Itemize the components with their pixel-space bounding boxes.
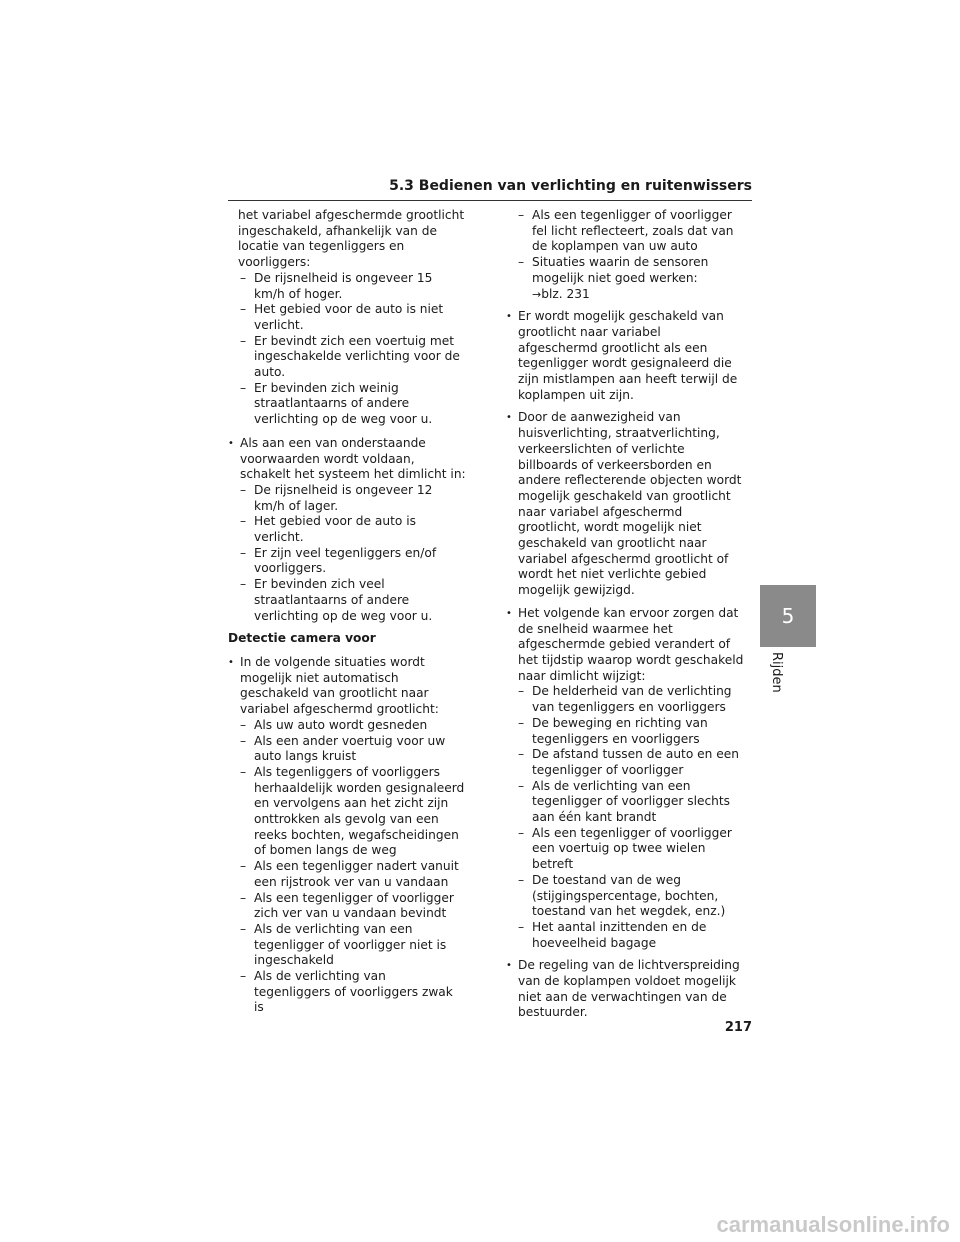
arrow-right-icon: → bbox=[532, 287, 542, 301]
right-column bbox=[506, 208, 744, 1028]
watermark: carmanualsonline.info bbox=[716, 1212, 950, 1237]
list-item: – Het gebied voor de auto is niet verlicht. bbox=[228, 302, 466, 333]
list-item: – Er bevinden zich weinig straatlantaarns of andere verlichting op de weg voor u. bbox=[228, 381, 466, 428]
bullet-lighting: • Door de aanwezigheid van huisverlichting, straatverlichting, verkeerslichten of verlichte billboards of verkeersborden en andere reflecterende objecten wordt mogelijk geschakeld van grootlicht naar variabel afgeschermd grootlicht, wordt mogelijk niet geschakeld van grootlicht naar variabel afgeschermd grootlicht of wordt het niet verlichte gebied mogelijk gewijzigd. bbox=[506, 410, 744, 598]
left-column bbox=[228, 208, 466, 1023]
bullet-no-switch bbox=[228, 655, 466, 1016]
bullet-dimlight bbox=[228, 436, 466, 624]
list-item: – Het gebied voor de auto is verlicht. bbox=[228, 514, 466, 545]
chapter-tab: 5 bbox=[760, 585, 816, 647]
list-item: – Als de verlichting van een tegenligger of voorligger slechts aan één kant brandt bbox=[506, 779, 744, 826]
intro-list bbox=[228, 271, 466, 428]
list-item: – Als een tegenligger of voorligger zich ver van u vandaan bevindt bbox=[228, 891, 466, 922]
list-item: – Als een tegenligger nadert vanuit een rijstrook ver van u vandaan bbox=[228, 859, 466, 890]
list-item: – Als een tegenligger of voorligger fel licht reflecteert, zoals dat van de koplampen van uw auto bbox=[506, 208, 744, 255]
list-item: – Situaties waarin de sensoren mogelijk niet goed werken: bbox=[506, 255, 744, 286]
page-number: 217 bbox=[724, 1020, 752, 1035]
list-item: – Als een ander voertuig voor uw auto langs kruist bbox=[228, 734, 466, 765]
list-item: – De helderheid van de verlichting van tegenliggers en voorliggers bbox=[506, 684, 744, 715]
list-item: – Er bevindt zich een voertuig met ingeschakelde verlichting voor de auto. bbox=[228, 334, 466, 381]
list-item: – Als de verlichting van een tegenligger of voorligger niet is ingeschakeld bbox=[228, 922, 466, 969]
page-reference[interactable] bbox=[506, 287, 744, 303]
list-item: – De toestand van de weg (stijgingspercentage, bochten, toestand van het wegdek, enz.) bbox=[506, 873, 744, 920]
list-item: – Als een tegenligger of voorligger een voertuig op twee wielen betreft bbox=[506, 826, 744, 873]
list-item: – Als de verlichting van tegenliggers of voorliggers zwak is bbox=[228, 969, 466, 1016]
bullet-text: • Het volgende kan ervoor zorgen dat de snelheid waarmee het afgeschermde gebied verandert of het tijdstip waarop wordt geschakeld naar dimlicht wijzigt: bbox=[518, 605, 744, 683]
section-header: 5.3 Bedienen van verlichting en ruitenwissers bbox=[228, 178, 752, 201]
continued-list bbox=[506, 208, 744, 302]
list-item: – De afstand tussen de auto en een tegenligger of voorligger bbox=[506, 747, 744, 778]
list-item: – Er bevinden zich veel straatlantaarns of andere verlichting op de weg voor u. bbox=[228, 577, 466, 624]
list-item: – Als uw auto wordt gesneden bbox=[228, 718, 466, 734]
list-item: – De rijsnelheid is ongeveer 12 km/h of lager. bbox=[228, 483, 466, 514]
bullet-light-distribution: • De regeling van de lichtverspreiding van de koplampen voldoet mogelijk niet aan de verwachtingen van de bestuurder. bbox=[506, 958, 744, 1021]
bullet-text: • Als aan een van onderstaande voorwaarden wordt voldaan, schakelt het systeem het dimlicht in: bbox=[240, 435, 466, 482]
bullet-text: • In de volgende situaties wordt mogelijk niet automatisch geschakeld van grootlicht naar variabel afgeschermd grootlicht: bbox=[240, 654, 439, 717]
intro-text: het variabel afgeschermde grootlicht ingeschakeld, afhankelijk van de locatie van tegenliggers en voorliggers: bbox=[238, 208, 465, 270]
reference-text: blz. 231 bbox=[541, 286, 590, 301]
section-heading: Detectie camera voor bbox=[228, 631, 376, 646]
chapter-label: Rijden bbox=[769, 652, 784, 693]
list-item: – Als tegenliggers of voorliggers herhaaldelijk worden gesignaleerd en vervolgens aan het zicht zijn onttrokken als gevolg van een reeks bochten, wegafscheidingen of bomen langs de weg bbox=[228, 765, 466, 859]
bullet-mistlamps: • Er wordt mogelijk geschakeld van grootlicht naar variabel afgeschermd grootlicht als een tegenligger wordt gesignaleerd die zijn mistlampen aan heeft terwijl de koplampen uit zijn. bbox=[506, 309, 744, 403]
list-item: – De beweging en richting van tegenliggers en voorliggers bbox=[506, 716, 744, 747]
list-item: – De rijsnelheid is ongeveer 15 km/h of hoger. bbox=[228, 271, 466, 302]
list-item: – Er zijn veel tegenliggers en/of voorliggers. bbox=[228, 546, 466, 577]
bullet-speed-change bbox=[506, 606, 744, 951]
list-item: – Het aantal inzittenden en de hoeveelheid bagage bbox=[506, 920, 744, 951]
